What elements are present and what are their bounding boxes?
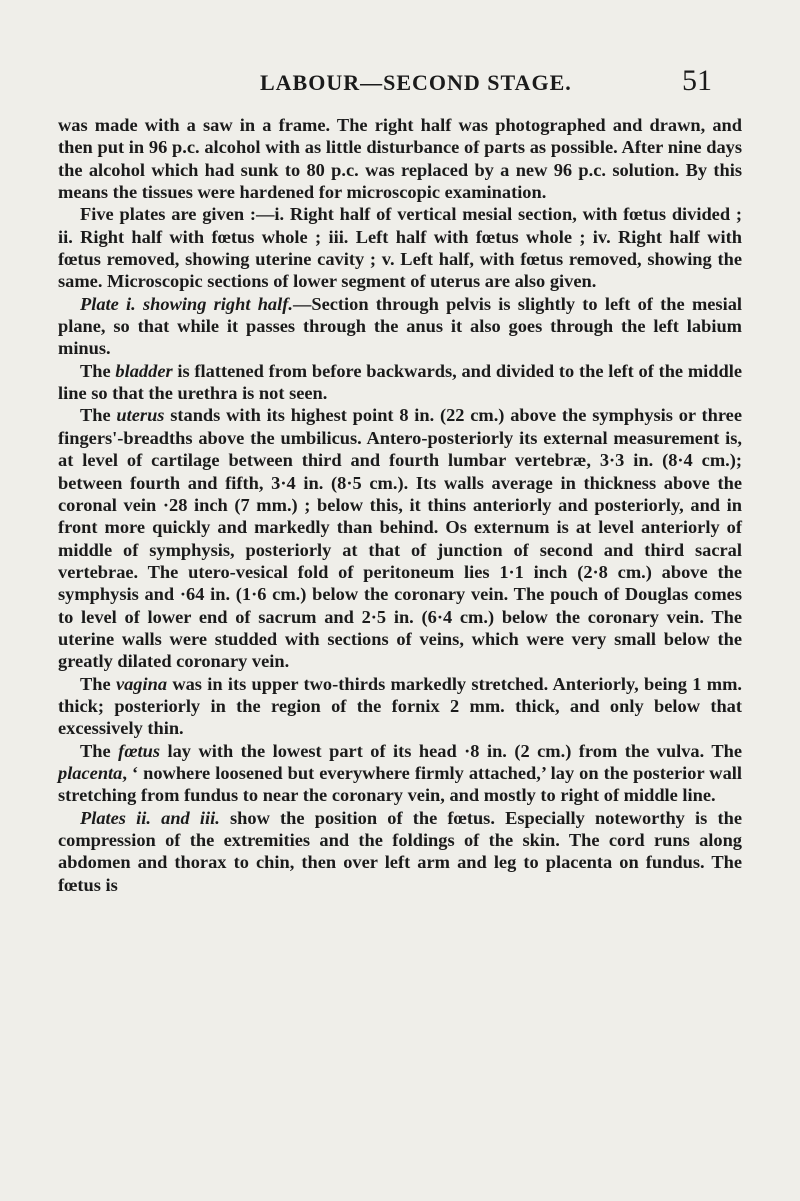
running-title: LABOUR—SECOND STAGE. [260, 70, 572, 95]
text-span: lay with the lowest part of its head ·8 in. (2 cm.) from the vulva. The [160, 740, 742, 761]
term-placenta: placenta [58, 762, 123, 783]
text-span: The [80, 673, 116, 694]
running-head [0, 64, 800, 100]
term-bladder: bladder [115, 360, 173, 381]
term-uterus: uterus [116, 405, 165, 426]
text-span: was in its upper two-thirds markedly stretched. Anteriorly, being 1 mm. thick; posteriorly in the region of the fornix 2 mm. thick, and only below that excessively thin. [58, 673, 742, 739]
text-span: The [80, 360, 116, 381]
paragraph-foetus [58, 740, 742, 807]
paragraph-plates-list [58, 203, 742, 292]
text-span: The [80, 405, 117, 426]
text-span: was made with a saw in a frame. The right half was photographed and drawn, and then put in 96 p.c. alcohol with as little disturbance of parts as possible. After nine days the alcohol which had sunk to 80 p.c. was replaced by a new 96 p.c. solution. By this means the tissues were hardened for microscopic examination. [58, 115, 742, 203]
text-span: The [80, 740, 119, 761]
text-span: stands with its highest point 8 in. (22 cm.) above the symphysis or three fingers'-breadths above the umbilicus. Antero-posteriorly its external measurement is, at level of cartilage between third and fourth lumbar vertebræ, 3·3 in. (8·4 cm.); between fourth and fifth, 3·4 in. (8·5 cm.). Its walls average in thickness above the coronal vein ·28 inch (7 mm.) ; below this, it thins anteriorly and posteriorly, and in front more quickly and markedly than behind. Os externum is at level anteriorly of middle of symphysis, posteriorly at that of junction of second and third sacral vertebrae. The utero-vesical fold of peritoneum lies 1·1 inch (2·8 cm.) above the symphysis and ·64 in. (1·6 cm.) below the coronary vein. The pouch of Douglas comes to level of lower end of sacrum and 2·5 in. (6·4 cm.) below the coronary vein. The uterine walls were studded with sections of veins, which were very small below the greatly dilated coronary vein. [58, 405, 742, 672]
paragraph-uterus [58, 404, 742, 672]
body-text [58, 114, 742, 896]
paragraph-bladder [58, 360, 742, 405]
paragraph-plate-one [58, 293, 742, 360]
text-span: —Section through pelvis is slightly to left of the mesial plane, so that while it passes through the anus it also goes through the left labium minus. [58, 293, 742, 359]
paragraph-method [58, 114, 742, 203]
text-span: show the position of the fœtus. Especially noteworthy is the compression of the extremities and the foldings of the skin. The cord runs along abdomen and thorax to chin, then over left arm and leg to placenta on fundus. The fœtus is [58, 807, 742, 895]
plate-heading: Plate i. showing right half. [80, 293, 293, 314]
text-span: is flattened from before backwards, and divided to the left of the middle line so that the urethra is not seen. [58, 360, 742, 404]
paragraph-plates-two-three [58, 807, 742, 896]
term-foetus: fœtus [118, 740, 161, 761]
text-span: , ‘ nowhere loosened but everywhere firmly attached,’ lay on the posterior wall stretching from fundus to near the coronary vein, and mostly to right of middle line. [58, 762, 742, 806]
plate-heading: Plates ii. and iii. [80, 807, 220, 828]
page-number: 51 [682, 64, 712, 97]
term-vagina: vagina [115, 673, 168, 694]
text-span: Five plates are given :—i. Right half of vertical mesial section, with fœtus divided ; ii. Right half with fœtus whole ; iii. Left half with fœtus whole ; iv. Right half with fœtus removed, showing uterine cavity ; v. Left half, with fœtus removed, showing the same. Microscopic sections of lower segment of uterus are also given. [58, 204, 742, 292]
paragraph-vagina [58, 673, 742, 740]
